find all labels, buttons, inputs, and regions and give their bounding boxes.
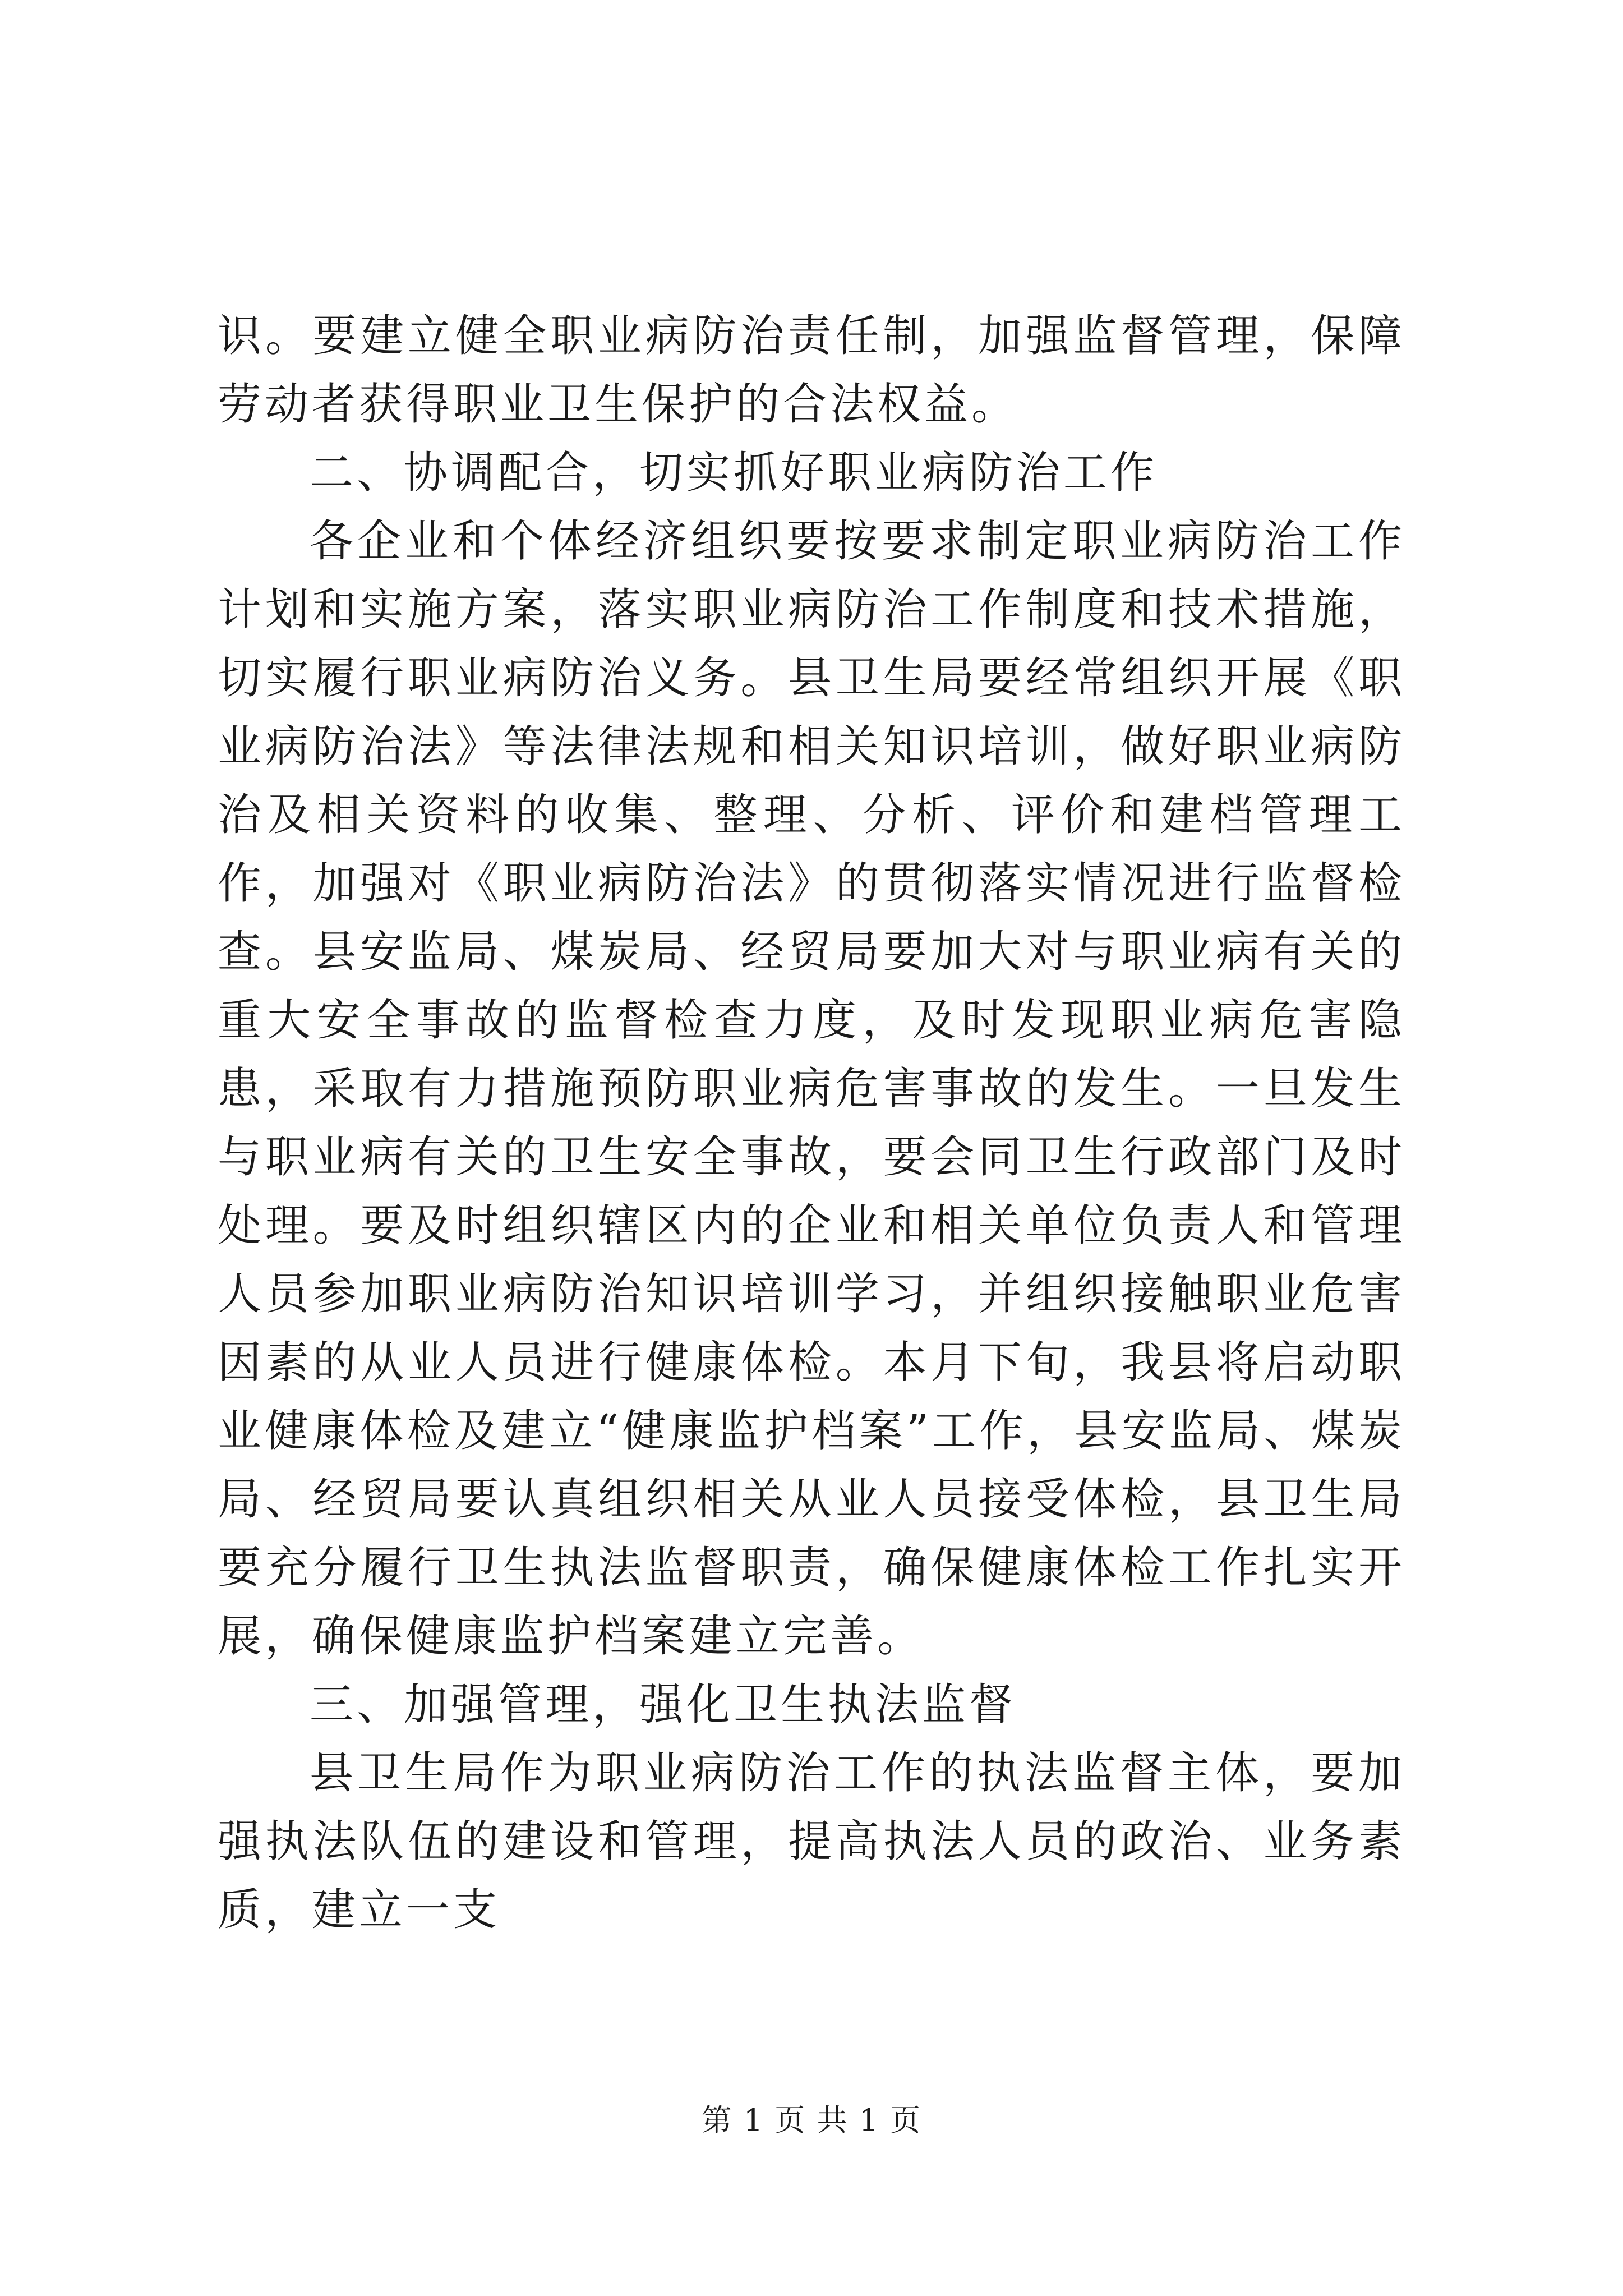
paragraph-section-3-body: 县卫生局作为职业病防治工作的执法监督主体，要加强执法队伍的建设和管理，提高执法人员的政治、业务素质，建立一支 bbox=[218, 1748, 1405, 1935]
document-body bbox=[218, 302, 1405, 1944]
section-heading-2: 二、协调配合，切实抓好职业病防治工作 bbox=[310, 448, 1158, 498]
page-footer: 第 1 页 共 1 页 bbox=[701, 2102, 922, 2138]
paragraph-continuation: 识。要建立健全职业病防治责任制，加强监督管理，保障劳动者获得职业卫生保护的合法权益。 bbox=[218, 311, 1405, 430]
paragraph-section-2-body: 各企业和个体经济组织要按要求制定职业病防治工作计划和实施方案，落实职业病防治工作制度和技术措施，切实履行职业病防治义务。县卫生局要经常组织开展《职业病防治法》等法律法规和相关知识培训，做好职业病防治及相关资料的收集、整理、分析、评价和建档管理工作，加强对《职业病防治法》的贯彻落实情况进行监督检查。县安监局、煤炭局、经贸局要加大对与职业病有关的重大安全事故的监督检查力度，及时发现职业病危害隐患，采取有力措施预防职业病危害事故的发生。一旦发生与职业病有关的卫生安全事故，要会同卫生行政部门及时处理。要及时组织辖区内的企业和相关单位负责人和管理人员参加职业病防治知识培训学习，并组织接触职业危害因素的从业人员进行健康体检。本月下旬，我县将启动职业健康体检及建立“健康监护档案”工作，县安监局、煤炭局、经贸局要认真组织相关从业人员接受体检，县卫生局要充分履行卫生执法监督职责，确保健康体检工作扎实开展，确保健康监护档案建立完善。 bbox=[218, 516, 1405, 1662]
section-heading-3: 三、加强管理，强化卫生执法监督 bbox=[310, 1680, 1017, 1730]
